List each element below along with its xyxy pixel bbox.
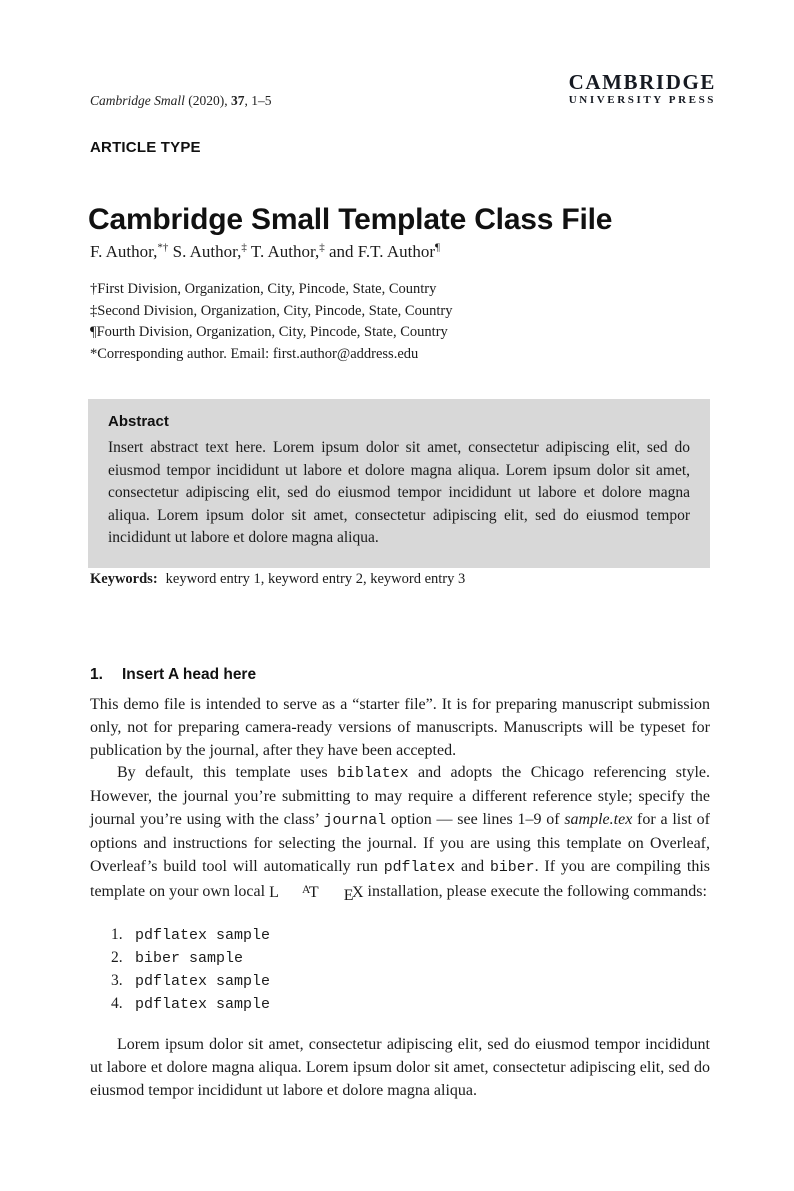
command-number: 2. (111, 948, 123, 966)
keywords-text: keyword entry 1, keyword entry 2, keyword entry 3 (165, 571, 466, 587)
latex-logo: L AT EX (269, 883, 364, 905)
keywords-label: Keywords: (90, 571, 158, 587)
command-item (111, 993, 710, 1016)
author (247, 242, 325, 261)
command-list (90, 924, 710, 1016)
affiliation-list (90, 279, 710, 365)
command-item (111, 924, 710, 947)
abstract-box (88, 399, 710, 568)
journal-volume: 37 (231, 93, 245, 108)
journal-year: (2020), (184, 93, 232, 108)
keywords-line (90, 571, 710, 588)
author-affiliation-mark: ‡ (319, 241, 325, 253)
command-number: 1. (111, 925, 123, 943)
article-type-label: ARTICLE TYPE (90, 139, 201, 156)
paragraph-instructions: By default, this template uses biblatex and adopts the Chicago referencing style. However, the journal you’re submitting to may require a different reference style; specify the journal you’re using with the class’ journal option — see lines 1–9 of sample.tex for a list of options and instructions for selecting the journal. If you are using this template on Overleaf, Overleaf’s build tool will automatically run pdflatex and biber. If you are compiling this template on your own local L AT EX installation, please execute the following commands: (90, 764, 711, 905)
command-text: biber sample (135, 949, 244, 967)
journal-pages: , 1–5 (244, 93, 272, 108)
command-item (111, 947, 710, 970)
corresponding-author-line: *Corresponding author. Email: first.author@address.edu (90, 345, 419, 362)
paper-title: Cambridge Small Template Class File (88, 203, 613, 237)
affiliation-line: ‡Second Division, Organization, City, Pincode, State, Country (90, 302, 453, 319)
author-affiliation-mark: ¶ (434, 241, 440, 253)
author-name: F. Author, (90, 241, 158, 261)
author-affiliation-mark: ‡ (241, 241, 247, 253)
command-number: 4. (111, 994, 123, 1012)
paragraph-closing: Lorem ipsum dolor sit amet, consectetur adipiscing elit, sed do eiusmod tempor incididunt ut labore et dolore magna aliqua. Lorem ipsum dolor sit amet, consectetur adipiscing elit, sed do eiusmod tempor incididunt ut labore et dolore magna aliqua. (90, 1035, 710, 1099)
journal-citation-line (90, 93, 272, 109)
command-number: 3. (111, 971, 123, 989)
section-heading (90, 666, 710, 684)
command-text: pdflatex sample (135, 995, 271, 1013)
author-list (90, 241, 710, 262)
publisher-logo-line2: UNIVERSITY PRESS (568, 94, 716, 107)
abstract-heading: Abstract (108, 413, 169, 430)
affiliation-line: †First Division, Organization, City, Pincode, State, Country (90, 281, 437, 297)
publisher-logo (569, 71, 716, 107)
main-content (90, 666, 710, 1102)
author-name: and F.T. Author (324, 241, 435, 261)
section-title: Insert A head here (122, 666, 257, 683)
section-number: 1. (90, 666, 103, 683)
author-affiliation-mark: *† (157, 241, 169, 253)
author (90, 242, 168, 261)
affiliation-line: ¶Fourth Division, Organization, City, Pincode, State, Country (90, 324, 448, 340)
author-name: T. Author, (246, 241, 320, 261)
author-name: S. Author, (168, 241, 242, 261)
command-item (111, 970, 710, 993)
command-text: pdflatex sample (135, 972, 271, 990)
command-text: pdflatex sample (135, 926, 271, 944)
author (168, 242, 247, 261)
paragraph-intro: This demo file is intended to serve as a “starter file”. It is for preparing manuscript submission only, not for preparing camera-ready versions of manuscripts. Manuscripts will be typeset for publication by the journal, after they have been accepted. (90, 696, 710, 759)
journal-name: Cambridge Small (90, 93, 185, 108)
author (325, 242, 440, 261)
publisher-logo-line1: CAMBRIDGE (568, 70, 716, 94)
abstract-text: Insert abstract text here. Lorem ipsum dolor sit amet, consectetur adipiscing elit, sed do eiusmod tempor incididunt ut labore et dolore magna aliqua. Lorem ipsum dolor sit amet, consectetur adipiscing elit, sed do eiusmod tempor incididunt ut labore et dolore magna aliqua. Lorem ipsum dolor sit amet, consectetur adipiscing elit, sed do eiusmod tempor incididunt ut labore et dolore magna aliqua. (108, 439, 690, 547)
